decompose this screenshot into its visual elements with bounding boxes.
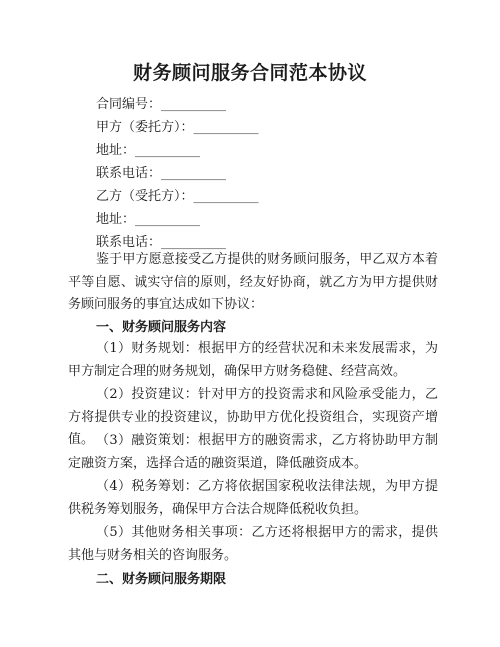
party-a-field	[96, 120, 259, 136]
intro-paragraph: 鉴于甲方愿意接受乙方提供的财务顾问服务，甲乙双方本着平等自愿、诚实守信的原则，经友好协商，就乙方为甲方提供财务顾问服务的事宜达成如下协议：	[68, 252, 438, 312]
party-b-address-blank: __________	[135, 212, 201, 227]
section-1-item-1: （1）财务规划：根据甲方的经营状况和未来发展需求，为甲方制定合理的财务规划，确保甲方财务稳健、经营高效。	[68, 341, 438, 379]
contract-number-field	[96, 97, 226, 113]
contract-number-blank: __________	[161, 97, 227, 112]
party-b-address-field	[96, 212, 200, 228]
party-b-phone-label: 联系电话：	[96, 235, 162, 250]
section-2-heading: 二、财务顾问服务期限	[96, 572, 227, 587]
party-a-address-field	[96, 143, 200, 159]
party-a-address-label: 地址：	[96, 143, 136, 158]
party-b-blank: __________	[193, 189, 259, 204]
document-title: 财务顾问服务合同范本协议	[132, 62, 367, 84]
section-1-item-5: （5）其他财务相关事项：乙方还将根据甲方的需求，提供其他与财务相关的咨询服务。	[68, 525, 438, 563]
party-a-phone-field	[96, 166, 226, 182]
party-a-blank: __________	[193, 120, 259, 135]
party-a-phone-label: 联系电话：	[96, 166, 162, 181]
section-1-item-2: （2）投资建议：针对甲方的投资需求和风险承受能力，乙方将提供专业的投资建议，协助甲方优化投资组合，实现资产增值。	[68, 387, 438, 447]
party-a-label: 甲方（委托方）：	[96, 120, 194, 135]
party-b-phone-blank: __________	[161, 235, 227, 250]
section-1-heading: 一、财务顾问服务内容	[96, 320, 227, 335]
party-b-label: 乙方（受托方）：	[96, 189, 194, 204]
section-1-item-3: （3）融资策划：根据甲方的融资需求，乙方将协助甲方制定融资方案，选择合适的融资渠道，降低融资成本。	[68, 433, 438, 471]
section-1-item-4: （4）税务筹划：乙方将依据国家税收法律法规，为甲方提供税务筹划服务，确保甲方合法合规降低税收负担。	[68, 479, 438, 517]
party-b-field	[96, 189, 259, 205]
party-a-phone-blank: __________	[161, 166, 227, 181]
party-b-address-label: 地址：	[96, 212, 136, 227]
party-a-address-blank: __________	[135, 143, 201, 158]
contract-number-label: 合同编号：	[96, 97, 162, 112]
